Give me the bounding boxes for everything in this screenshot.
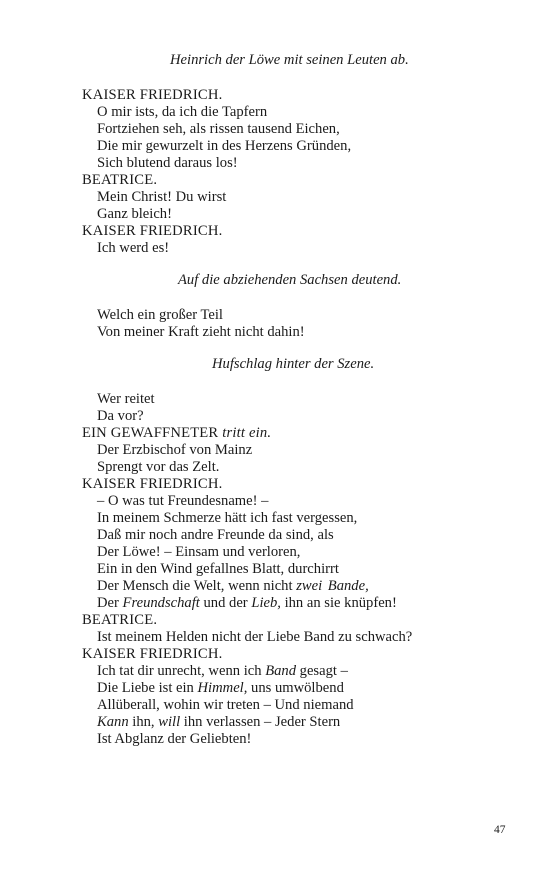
verse-line: Fortziehen seh, als rissen tausend Eichen,	[97, 121, 340, 137]
speaker-name: EIN GEWAFFNETER	[82, 425, 219, 441]
emphasis: zwei	[296, 578, 323, 594]
verse-line: Daß mir noch andre Freunde da sind, als	[97, 527, 334, 543]
emphasis: Himmel,	[197, 680, 248, 696]
verse-line: Die Liebe ist ein Himmel, uns umwölbend	[97, 680, 344, 696]
speaker-name: KAISER FRIEDRICH.	[82, 646, 223, 662]
inline-stage-direction: tritt ein.	[222, 425, 272, 441]
verse-line: Ich tat dir unrecht, wenn ich Band gesagt –	[97, 663, 348, 679]
verse-line: Der Löwe! – Einsam und verloren,	[97, 544, 301, 560]
verse-line: Ich werd es!	[97, 240, 170, 256]
verse-line: Wer reitet	[97, 391, 155, 407]
verse-line: Mein Christ! Du wirst	[97, 189, 227, 205]
verse-line: Ganz bleich!	[97, 206, 172, 222]
speaker-name: KAISER FRIEDRICH.	[82, 223, 223, 239]
verse-line: Sich blutend daraus los!	[97, 155, 238, 171]
book-page: Heinrich der Löwe mit seinen Leuten ab. KAISER FRIEDRICH. O mir ists, da ich die Tapfern Fortziehen seh, als rissen tausend Eichen, Die mir gewurzelt in des Herzens Gründen, Sich blutend daraus los! BEATRICE. Mein Christ! Du wirst Ganz bleich! KAISER FRIEDRICH. Ich werd es! Auf die abziehenden Sachsen deutend. Welch ein großer Teil Von meiner Kraft zieht nicht dahin! Hufschlag hinter der Szene. Wer reitet Da vor? EIN GEWAFFNETER tritt ein. Der Erzbischof von Mainz Sprengt vor das Zelt. KAISER FRIEDRICH. – O was tut Freundesname! – In meinem Schmerze hätt ich fast vergessen, Daß mir noch andre Freunde da sind, als Der Löwe! – Einsam und verloren, Ein in den Wind gefallnes Blatt, durchirrt Der Mensch die Welt, wenn nicht zwei Bande, Der Freundschaft und der Lieb, ihn an sie knüpfen! BEATRICE. Ist meinem Helden nicht der Liebe Band zu schwach? KAISER FRIEDRICH. Ich tat dir unrecht, wenn ich Band gesagt – Die Liebe ist ein Himmel, uns umwölbend Allüberall, wohin wir treten – Und niemand Kann ihn, will ihn verlassen – Jeder Stern Ist Abglanz der Geliebten! 47	[82, 52, 506, 836]
verse-line: Die mir gewurzelt in des Herzens Gründen,	[97, 138, 352, 154]
emphasis: Band	[265, 663, 296, 679]
verse-line: Von meiner Kraft zieht nicht dahin!	[97, 324, 305, 340]
speaker-with-direction	[82, 425, 271, 442]
emphasis: Bande,	[327, 578, 369, 594]
verse-line: Ist meinem Helden nicht der Liebe Band zu schwach?	[97, 629, 413, 645]
page-number: 47	[494, 824, 506, 836]
speaker-name: BEATRICE.	[82, 612, 158, 628]
verse-line: Kann ihn, will ihn verlassen – Jeder Stern	[97, 714, 341, 730]
verse-line: Da vor?	[97, 408, 144, 424]
verse-line: Ist Abglanz der Geliebten!	[97, 731, 252, 747]
verse-line: O mir ists, da ich die Tapfern	[97, 104, 268, 120]
verse-line: Ein in den Wind gefallnes Blatt, durchirrt	[97, 561, 339, 577]
speaker-name: KAISER FRIEDRICH.	[82, 87, 223, 103]
emphasis: Kann	[97, 714, 129, 730]
verse-line: In meinem Schmerze hätt ich fast vergessen,	[97, 510, 358, 526]
verse-line: Der Mensch die Welt, wenn nicht zwei Bande,	[97, 578, 369, 594]
emphasis: will	[158, 714, 181, 730]
verse-line: – O was tut Freundesname! –	[97, 493, 269, 509]
verse-line: Welch ein großer Teil	[97, 307, 223, 323]
verse-line: Sprengt vor das Zelt.	[97, 459, 220, 475]
verse-line: Der Freundschaft und der Lieb, ihn an sie knüpfen!	[97, 595, 397, 611]
verse-line: Allüberall, wohin wir treten – Und niemand	[97, 697, 354, 713]
speaker-name: BEATRICE.	[82, 172, 158, 188]
verse-line: Der Erzbischof von Mainz	[97, 442, 253, 458]
emphasis: Lieb,	[251, 595, 281, 611]
emphasis: Freundschaft	[122, 595, 200, 611]
speaker-name: KAISER FRIEDRICH.	[82, 476, 223, 492]
